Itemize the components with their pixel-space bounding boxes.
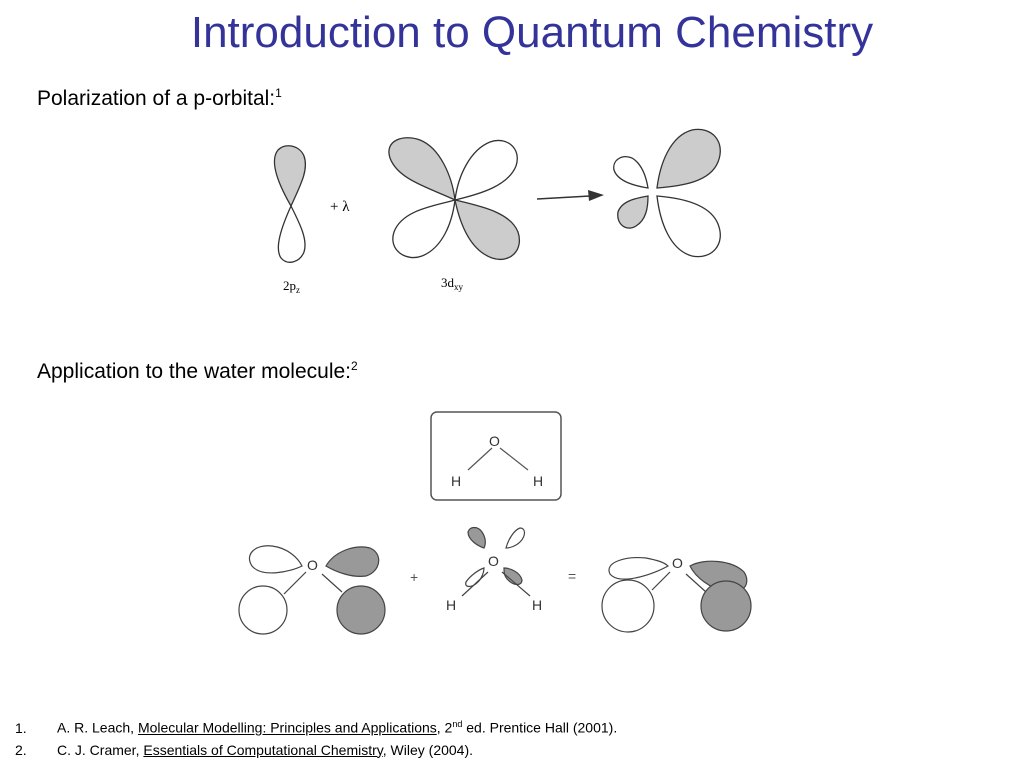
mid-lobe-top-right [506, 528, 525, 548]
left-lobe-white [249, 546, 302, 573]
right-hydrogen-white [602, 580, 654, 632]
reference-book-link[interactable]: Molecular Modelling: Principles and Applications [137, 719, 437, 736]
reference-item [15, 713, 617, 739]
orbital-3dxy-lobe-tl [389, 138, 455, 200]
orbital-3dxy [389, 138, 519, 260]
right-oxygen-label: O [672, 555, 683, 571]
equals-sign: = [568, 568, 577, 584]
reference-author: C. J. Cramer, [57, 741, 144, 758]
mid-oxygen-label: O [488, 553, 499, 569]
heading-p-orbital-ref: 1 [275, 86, 282, 100]
heading-water-ref: 2 [351, 359, 358, 373]
right-hydrogen-gray [701, 581, 751, 631]
left-hydrogen-gray [337, 586, 385, 634]
reference-number: 1. [15, 719, 27, 736]
box-hydrogen-left-label: H [451, 473, 462, 489]
orbital-2pz [274, 146, 305, 263]
heading-water [37, 359, 358, 384]
reference-edition: , 2 [436, 719, 453, 736]
reference-list [15, 713, 617, 761]
reaction-arrow [537, 190, 604, 201]
reference-item [15, 739, 617, 761]
orbital-3dxy-lobe-br [455, 200, 519, 259]
orbital-2pz-lower-lobe [278, 206, 305, 262]
left-oxygen-label: O [307, 557, 318, 573]
reference-book-link[interactable]: Essentials of Computational Chemistry [143, 741, 383, 758]
polarized-lobe-br [657, 196, 720, 257]
polarized-lobe-tr [657, 129, 720, 188]
mid-hydrogen-left-label: H [446, 597, 457, 613]
orbital-polarized [614, 129, 721, 256]
reference-edition-sup: nd [452, 719, 463, 729]
box-hydrogen-right-label: H [533, 473, 544, 489]
mid-hydrogen-right-label: H [532, 597, 543, 613]
orbital-3dxy-lobe-tr [455, 140, 517, 200]
reference-author: A. R. Leach, [57, 719, 138, 736]
mid-lobe-top-left [468, 528, 485, 549]
label-2pz: $2p_z$ [283, 278, 300, 295]
heading-p-orbital-text: Polarization of a p-orbital: [37, 87, 276, 110]
reference-publisher: ed. Prentice Hall (2001). [462, 719, 618, 736]
left-hydrogen-white [239, 586, 287, 634]
reference-publisher: , Wiley (2004). [382, 741, 474, 758]
polarized-lobe-tl [614, 157, 648, 188]
plus-sign: + [410, 569, 419, 585]
reference-number: 2. [15, 741, 27, 758]
slide-title: Introduction to Quantum Chemistry [190, 8, 874, 57]
box-oxygen-label: O [489, 433, 500, 449]
polarized-lobe-bl [618, 196, 648, 228]
orbital-2pz-upper-lobe [274, 146, 305, 206]
right-lobe-white [609, 558, 668, 579]
heading-water-text: Application to the water molecule: [37, 360, 352, 383]
plus-lambda: + λ [330, 199, 350, 215]
orbital-3dxy-lobe-bl [393, 200, 455, 258]
left-lobe-gray [326, 547, 379, 576]
label-3dxy: $3d_{xy}$ [441, 275, 463, 292]
